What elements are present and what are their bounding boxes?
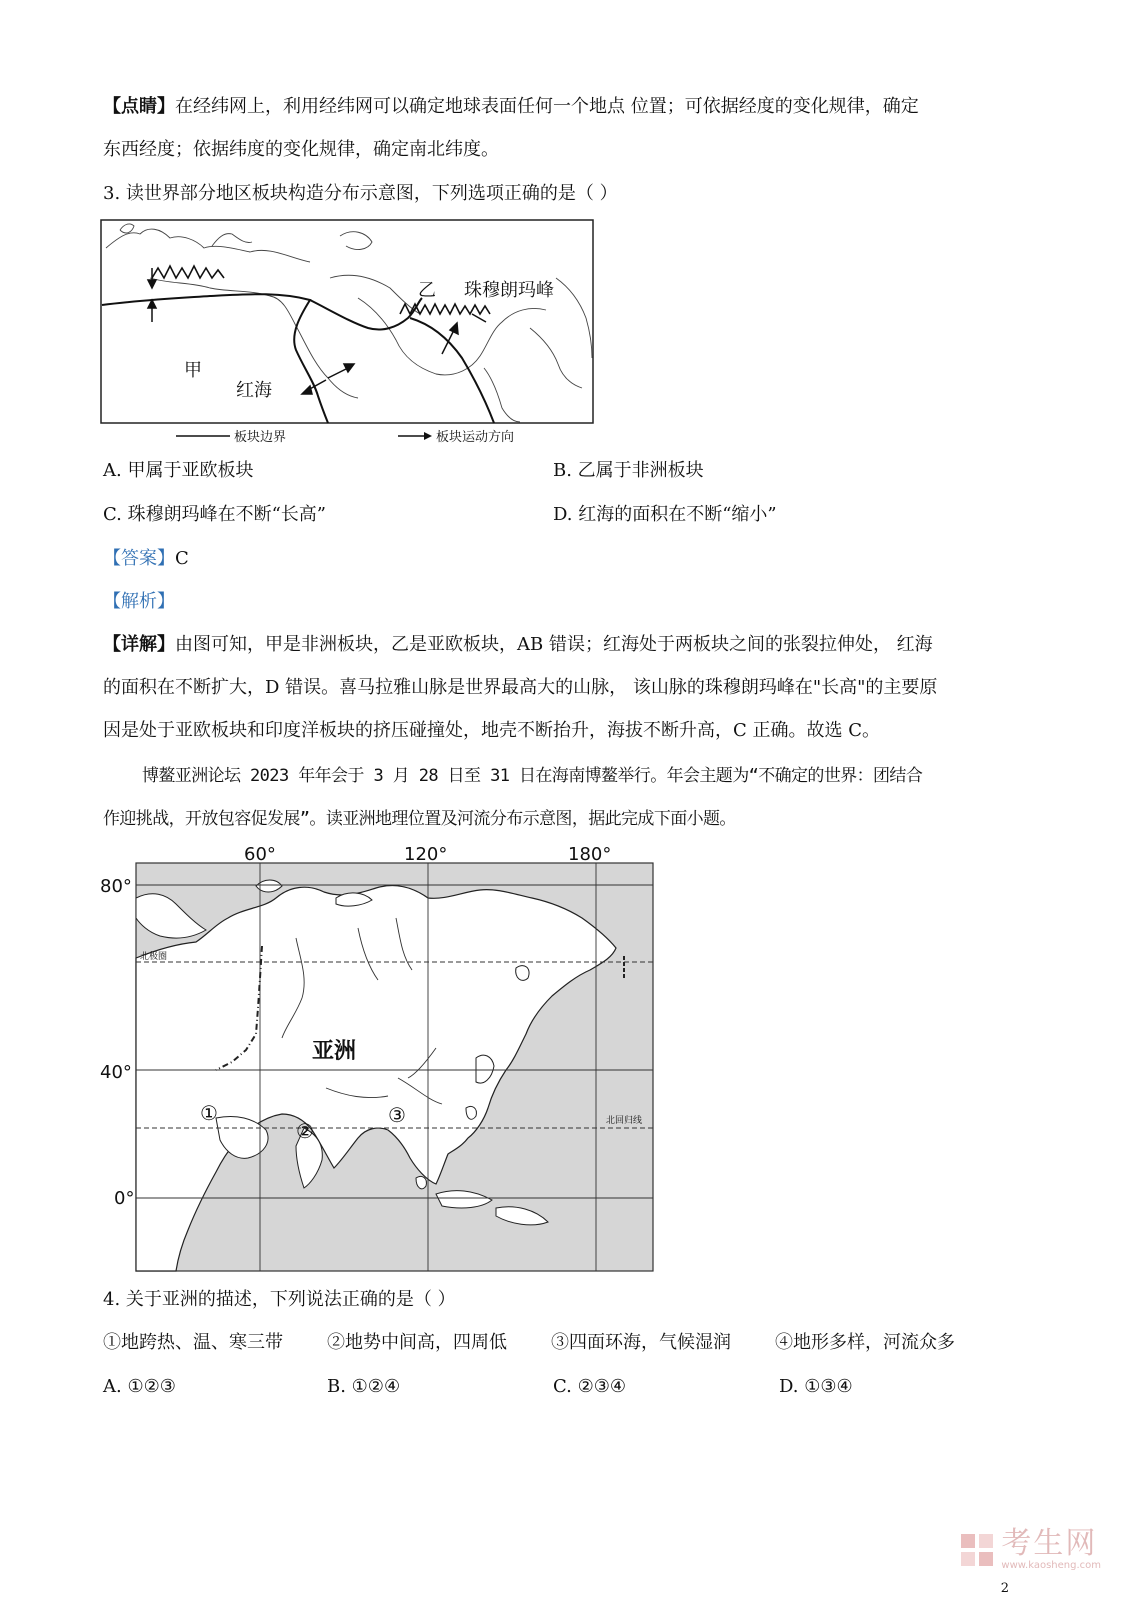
asia-map-figure (96, 838, 658, 1276)
dianjing-line-2: 东西经度；依据纬度的变化规律，确定南北纬度。 (103, 139, 499, 160)
q4-statement-1: ①地跨热、温、寒三带 (103, 1332, 283, 1353)
detail-text-1: 由图可知，甲是非洲板块，乙是亚欧板块，AB 错误；红海处于两板块之间的张裂拉伸处， 红海 (175, 634, 933, 655)
lon-label-180: 180° (568, 844, 612, 865)
dianjing-line-1 (103, 94, 919, 120)
legend-boundary-label: 板块边界 (234, 430, 287, 445)
lon-label-120: 120° (404, 844, 448, 865)
detail-tag: 【详解】 (103, 634, 175, 655)
label-redsea: 红海 (236, 380, 272, 401)
watermark-logo-icon (959, 1532, 995, 1568)
label-jia: 甲 (184, 360, 202, 381)
lat-label-0: 0° (114, 1188, 135, 1209)
legend-arrow-head (424, 432, 432, 440)
lat-label-40: 40° (100, 1062, 132, 1083)
material-line-2: 作迎挑战，开放包容促发展”。读亚洲地理位置及河流分布示意图，据此完成下面小题。 (103, 809, 736, 829)
q4-option-b[interactable]: B. ①②④ (327, 1376, 401, 1397)
watermark-site: www.kaosheng.com (1001, 1560, 1101, 1571)
lat-label-80: 80° (100, 876, 132, 897)
marker-2: ② (296, 1119, 314, 1143)
q4-statement-2: ②地势中间高，四周低 (327, 1332, 507, 1353)
plate-map-frame (101, 220, 593, 423)
lon-label-60: 60° (244, 844, 276, 865)
arctic-circle-label: 北极圈 (140, 952, 168, 962)
q3-option-a[interactable]: A. 甲属于亚欧板块 (103, 460, 254, 481)
plate-map-figure (100, 218, 594, 448)
asia-label: 亚洲 (312, 1039, 357, 1064)
marker-3: ③ (388, 1103, 406, 1127)
marker-1: ① (200, 1101, 218, 1125)
q3-stem: 3. 读世界部分地区板块构造分布示意图，下列选项正确的是（ ） (103, 183, 618, 204)
dianjing-tag: 【点睛】 (103, 96, 175, 117)
q4-option-d[interactable]: D. ①③④ (779, 1376, 853, 1397)
detail-line-1 (103, 632, 933, 658)
q4-statement-4: ④地形多样，河流众多 (775, 1332, 955, 1353)
q3-option-c[interactable]: C. 珠穆朗玛峰在不断“长高” (103, 504, 326, 525)
q3-answer-line (103, 546, 189, 572)
q4-option-c[interactable]: C. ②③④ (553, 1376, 626, 1397)
label-yi: 乙 (418, 280, 436, 301)
answer-value: C (175, 548, 189, 569)
detail-line-3: 因是处于亚欧板块和印度洋板块的挤压碰撞处，地壳不断抬升，海拔不断升高，C 正确。故选 C。 (103, 720, 880, 741)
q4-option-a[interactable]: A. ①②③ (103, 1376, 176, 1397)
material-line-1: 博鳌亚洲论坛 2023 年年会于 3 月 28 日至 31 日在海南博鳌举行。年会主题为“不确定的世界：团结合 (142, 766, 923, 786)
legend-motion-label: 板块运动方向 (436, 430, 515, 445)
tropic-label: 北回归线 (606, 1116, 643, 1126)
analysis-tag: 【解析】 (103, 591, 175, 612)
watermark-name: 考生网 (1001, 1526, 1098, 1561)
watermark (959, 1528, 1101, 1572)
q4-stem: 4. 关于亚洲的描述，下列说法正确的是（ ） (103, 1289, 456, 1310)
q3-option-b[interactable]: B. 乙属于非洲板块 (553, 460, 704, 481)
q4-statement-3: ③四面环海，气候湿润 (551, 1332, 731, 1353)
label-everest: 珠穆朗玛峰 (464, 280, 554, 301)
answer-tag: 【答案】 (103, 548, 175, 569)
page-number: 2 (1000, 1581, 1009, 1596)
detail-line-2: 的面积在不断扩大，D 错误。喜马拉雅山脉是世界最高大的山脉， 该山脉的珠穆朗玛峰在"长高"的主要原 (103, 677, 938, 698)
dianjing-text-1: 在经纬网上，利用经纬网可以确定地球表面任何一个地点 位置；可依据经度的变化规律，确定 (175, 96, 919, 117)
q3-option-d[interactable]: D. 红海的面积在不断“缩小” (553, 504, 777, 525)
